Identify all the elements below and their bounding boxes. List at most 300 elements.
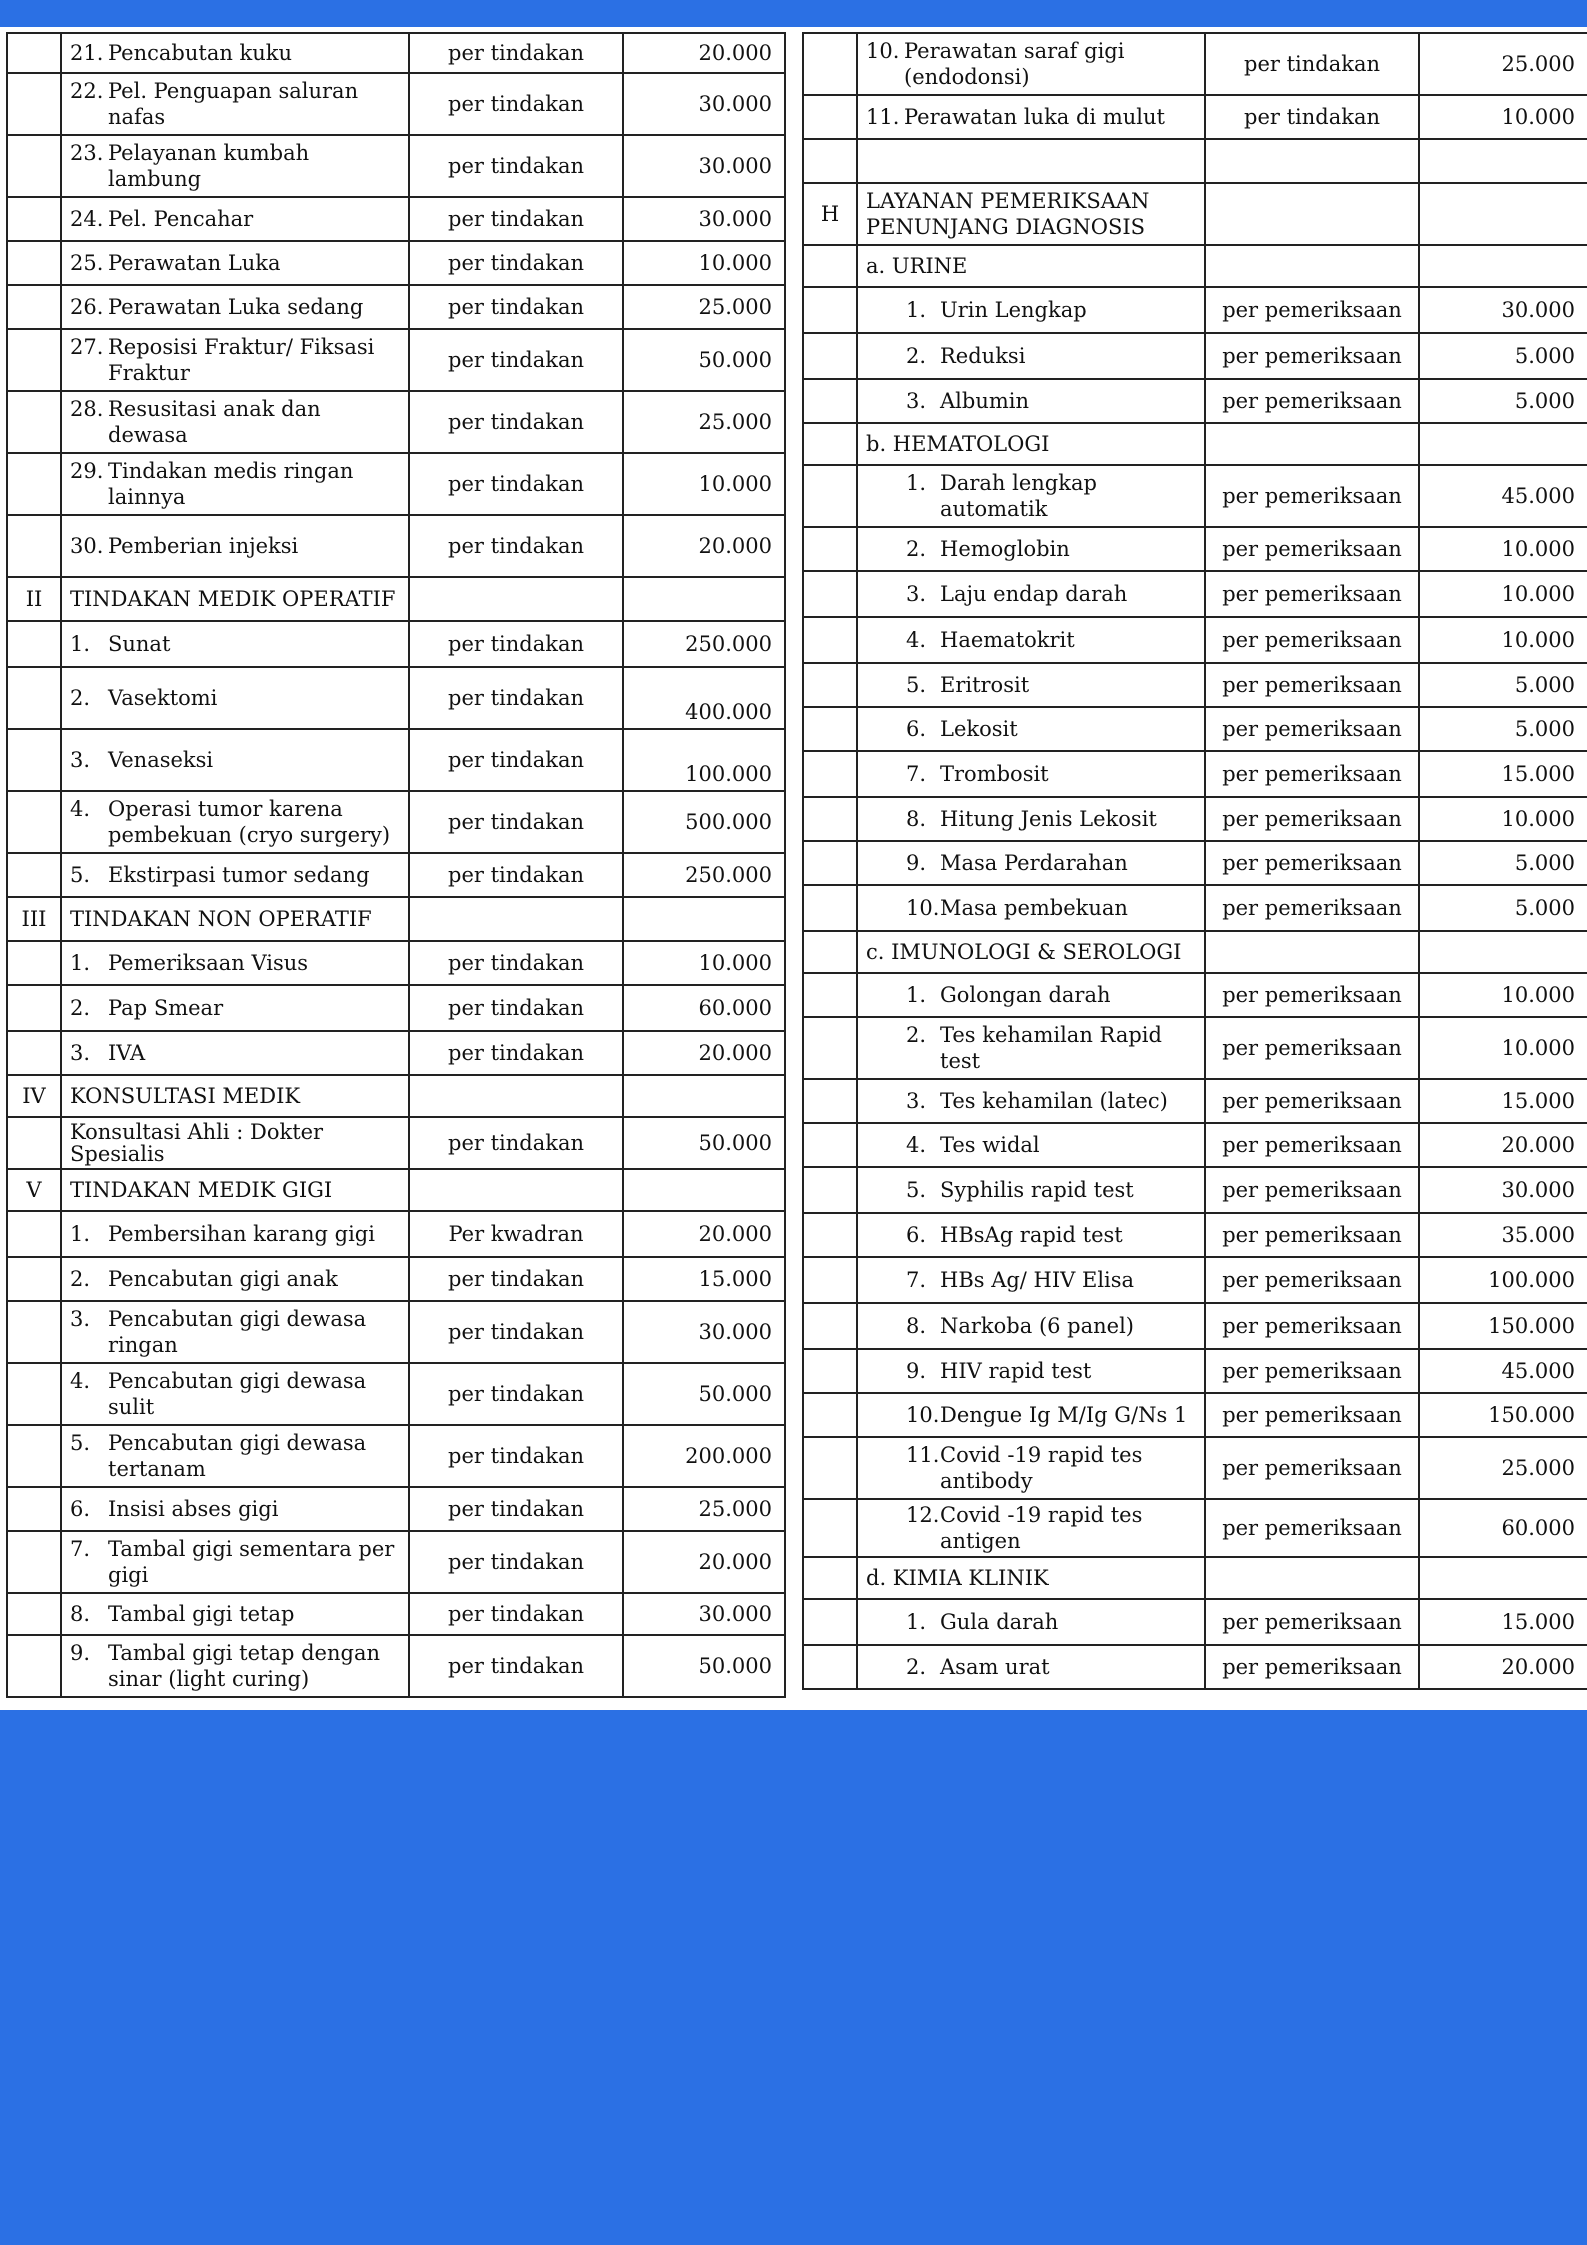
table-row xyxy=(803,1017,1587,1079)
unit-cell: per pemeriksaan xyxy=(1205,1349,1419,1393)
price-cell: 30.000 xyxy=(623,135,785,197)
description-cell xyxy=(61,1635,409,1697)
table-row xyxy=(803,33,1587,95)
description-cell xyxy=(61,515,409,577)
unit-cell xyxy=(1205,245,1419,287)
table-row xyxy=(7,1301,785,1363)
service-name: Pencabutan gigi anak xyxy=(108,1267,338,1291)
unit-cell: per tindakan xyxy=(409,1593,623,1635)
service-name: Covid -19 rapid tes antibody xyxy=(940,1443,1143,1493)
service-item xyxy=(70,1221,400,1247)
price-cell: 10.000 xyxy=(1419,95,1587,139)
service-item xyxy=(70,1368,400,1420)
table-row xyxy=(7,853,785,897)
price-cell xyxy=(1419,245,1587,287)
number-cell xyxy=(803,663,857,707)
item-number: 8. xyxy=(906,1314,927,1338)
price-cell: 150.000 xyxy=(1419,1303,1587,1349)
description-cell xyxy=(857,885,1205,931)
unit-cell: per pemeriksaan xyxy=(1205,571,1419,617)
number-cell xyxy=(7,1487,61,1531)
item-number: 6. xyxy=(906,717,927,741)
service-name: Urin Lengkap xyxy=(940,298,1087,322)
service-name: Pel. Pencahar xyxy=(108,207,254,231)
table-row xyxy=(803,379,1587,423)
service-item xyxy=(866,982,1196,1008)
table-row xyxy=(803,245,1587,287)
unit-cell: per tindakan xyxy=(409,453,623,515)
table-row xyxy=(7,1211,785,1257)
number-cell xyxy=(7,453,61,515)
service-name: Pembersihan karang gigi xyxy=(108,1222,375,1246)
service-name: Perawatan luka di mulut xyxy=(904,105,1165,129)
description-cell xyxy=(857,1599,1205,1645)
item-number: 27. xyxy=(70,335,104,359)
service-item xyxy=(866,1358,1196,1384)
service-name: Pencabutan gigi dewasa ringan xyxy=(108,1307,367,1357)
number-cell xyxy=(7,197,61,241)
number-cell xyxy=(803,1393,857,1437)
description-cell xyxy=(857,95,1205,139)
item-number: 24. xyxy=(70,207,104,231)
price-cell xyxy=(623,897,785,941)
service-name: Venaseksi xyxy=(108,748,214,772)
number-cell xyxy=(7,1635,61,1697)
service-item xyxy=(866,716,1196,742)
price-cell: 15.000 xyxy=(1419,751,1587,797)
number-cell xyxy=(7,985,61,1031)
item-number: 1. xyxy=(70,1222,91,1246)
service-item xyxy=(70,78,400,130)
service-name: Pemeriksaan Visus xyxy=(108,951,309,975)
number-cell xyxy=(803,1557,857,1599)
unit-cell: per tindakan xyxy=(409,1531,623,1593)
description-cell xyxy=(857,1017,1205,1079)
number-cell xyxy=(7,33,61,73)
table-row xyxy=(803,1499,1587,1557)
unit-cell xyxy=(1205,931,1419,973)
table-row xyxy=(803,841,1587,885)
number-cell xyxy=(803,973,857,1017)
service-name: Pap Smear xyxy=(108,996,224,1020)
service-name: Tambal gigi tetap dengan sinar (light curing) xyxy=(108,1641,380,1691)
unit-cell: per tindakan xyxy=(409,241,623,285)
service-item xyxy=(70,995,400,1021)
service-name: Hitung Jenis Lekosit xyxy=(940,807,1157,831)
number-cell xyxy=(803,33,857,95)
number-cell xyxy=(803,333,857,379)
number-cell xyxy=(7,1425,61,1487)
description-cell xyxy=(857,973,1205,1017)
item-number: 21. xyxy=(70,41,104,65)
service-item xyxy=(70,685,400,711)
description-cell xyxy=(61,941,409,985)
service-item xyxy=(70,334,400,386)
price-cell: 5.000 xyxy=(1419,379,1587,423)
unit-cell: per tindakan xyxy=(409,197,623,241)
description-cell xyxy=(61,985,409,1031)
section-title: LAYANAN PEMERIKSAAN PENUNJANG DIAGNOSIS xyxy=(857,183,1205,245)
description-cell xyxy=(61,1301,409,1363)
number-cell xyxy=(803,751,857,797)
service-name: HBs Ag/ HIV Elisa xyxy=(940,1268,1135,1292)
table-row xyxy=(7,135,785,197)
number-cell xyxy=(803,1499,857,1557)
service-name: IVA xyxy=(108,1041,146,1065)
table-row xyxy=(7,1363,785,1425)
table-row xyxy=(803,1123,1587,1167)
unit-cell: per tindakan xyxy=(409,621,623,667)
price-cell: 10.000 xyxy=(1419,527,1587,571)
description-cell xyxy=(857,527,1205,571)
service-name: Hemoglobin xyxy=(940,537,1070,561)
item-number: 10. xyxy=(866,39,900,63)
unit-cell: per pemeriksaan xyxy=(1205,1645,1419,1689)
number-cell xyxy=(7,1031,61,1075)
price-cell: 500.000 xyxy=(623,791,785,853)
unit-cell: per pemeriksaan xyxy=(1205,1303,1419,1349)
number-cell xyxy=(803,931,857,973)
description-cell xyxy=(857,707,1205,751)
unit-cell: per tindakan xyxy=(409,1425,623,1487)
item-number: 3. xyxy=(70,748,91,772)
tariff-table-left-body xyxy=(7,33,785,1697)
price-cell: 60.000 xyxy=(1419,1499,1587,1557)
service-name: HBsAg rapid test xyxy=(940,1223,1123,1247)
item-number: 2. xyxy=(70,686,91,710)
service-item xyxy=(70,294,400,320)
number-cell xyxy=(7,729,61,791)
number-cell xyxy=(803,527,857,571)
service-name: Pel. Penguapan saluran nafas xyxy=(108,79,359,129)
service-name: Syphilis rapid test xyxy=(940,1178,1134,1202)
service-name: Lekosit xyxy=(940,717,1018,741)
tariff-table-left xyxy=(6,32,786,1698)
unit-cell: per tindakan xyxy=(409,1487,623,1531)
price-cell: 200.000 xyxy=(623,1425,785,1487)
tariff-table-right-body xyxy=(803,33,1587,1689)
item-number: 5. xyxy=(906,1178,927,1202)
service-item xyxy=(70,1430,400,1482)
number-cell xyxy=(803,1437,857,1499)
item-number: 5. xyxy=(70,1431,91,1455)
item-number: 10. xyxy=(906,896,940,920)
number-cell xyxy=(803,841,857,885)
price-cell xyxy=(623,577,785,621)
unit-cell xyxy=(409,897,623,941)
service-name: Reduksi xyxy=(940,344,1026,368)
description-cell xyxy=(857,33,1205,95)
price-cell xyxy=(1419,1557,1587,1599)
unit-cell: per pemeriksaan xyxy=(1205,797,1419,841)
price-cell: 25.000 xyxy=(1419,1437,1587,1499)
service-name: Golongan darah xyxy=(940,983,1111,1007)
unit-cell xyxy=(1205,423,1419,465)
section-roman: V xyxy=(7,1169,61,1211)
service-item xyxy=(70,206,400,232)
number-cell xyxy=(7,853,61,897)
item-number: 1. xyxy=(906,1610,927,1634)
price-cell: 50.000 xyxy=(623,1635,785,1697)
unit-cell: per tindakan xyxy=(409,791,623,853)
number-cell xyxy=(7,621,61,667)
item-number: 4. xyxy=(906,628,927,652)
table-row xyxy=(803,931,1587,973)
description-cell xyxy=(857,333,1205,379)
number-cell xyxy=(7,73,61,135)
unit-cell: per tindakan xyxy=(409,985,623,1031)
number-cell xyxy=(7,791,61,853)
number-cell xyxy=(803,1213,857,1257)
table-row xyxy=(7,241,785,285)
price-cell: 15.000 xyxy=(1419,1079,1587,1123)
price-cell xyxy=(623,1075,785,1117)
item-number: 3. xyxy=(906,389,927,413)
table-row xyxy=(803,1557,1587,1599)
item-number: 2. xyxy=(70,996,91,1020)
price-cell: 25.000 xyxy=(623,1487,785,1531)
unit-cell: per tindakan xyxy=(409,285,623,329)
table-row xyxy=(803,287,1587,333)
service-item xyxy=(70,950,400,976)
description-cell xyxy=(61,197,409,241)
table-row xyxy=(7,897,785,941)
price-cell: 45.000 xyxy=(1419,465,1587,527)
section-title: KONSULTASI MEDIK xyxy=(61,1075,409,1117)
service-item xyxy=(70,533,400,559)
item-number: 9. xyxy=(70,1641,91,1665)
item-number: 9. xyxy=(906,1359,927,1383)
service-item xyxy=(70,1496,400,1522)
service-item xyxy=(866,1313,1196,1339)
service-item xyxy=(866,850,1196,876)
table-row xyxy=(803,1303,1587,1349)
service-item xyxy=(70,458,400,510)
number-cell xyxy=(7,667,61,729)
description-cell xyxy=(61,1211,409,1257)
item-number: 4. xyxy=(70,1369,91,1393)
number-cell xyxy=(803,379,857,423)
price-cell: 20.000 xyxy=(623,1211,785,1257)
price-cell xyxy=(1419,139,1587,183)
table-row xyxy=(7,1075,785,1117)
price-cell: 25.000 xyxy=(1419,33,1587,95)
service-name: Tes widal xyxy=(940,1133,1040,1157)
table-row xyxy=(7,1531,785,1593)
service-item xyxy=(866,1402,1196,1428)
table-row xyxy=(803,797,1587,841)
unit-cell: per pemeriksaan xyxy=(1205,1257,1419,1303)
number-cell xyxy=(803,1017,857,1079)
number-cell xyxy=(7,329,61,391)
table-row xyxy=(803,1437,1587,1499)
column-gap xyxy=(786,27,800,1710)
table-row xyxy=(803,751,1587,797)
item-number: 1. xyxy=(70,951,91,975)
group-title: a. URINE xyxy=(857,245,1205,287)
unit-cell: per pemeriksaan xyxy=(1205,841,1419,885)
description-cell xyxy=(857,1349,1205,1393)
table-row xyxy=(7,1425,785,1487)
item-number: 8. xyxy=(70,1602,91,1626)
price-cell: 30.000 xyxy=(1419,1167,1587,1213)
description-cell xyxy=(61,453,409,515)
description-cell xyxy=(61,391,409,453)
price-cell: 25.000 xyxy=(623,285,785,329)
service-name: Perawatan Luka xyxy=(108,251,281,275)
number-cell xyxy=(7,1257,61,1301)
number-cell xyxy=(7,1363,61,1425)
description-cell xyxy=(857,379,1205,423)
service-item xyxy=(866,895,1196,921)
unit-cell: per tindakan xyxy=(409,1635,623,1697)
price-cell: 50.000 xyxy=(623,1117,785,1169)
unit-cell: per pemeriksaan xyxy=(1205,617,1419,663)
price-cell: 5.000 xyxy=(1419,663,1587,707)
table-row xyxy=(803,1349,1587,1393)
description-cell xyxy=(857,1213,1205,1257)
price-cell: 20.000 xyxy=(623,1031,785,1075)
item-number: 9. xyxy=(906,851,927,875)
service-name: Tindakan medis ringan lainnya xyxy=(108,459,354,509)
section-title: TINDAKAN MEDIK GIGI xyxy=(61,1169,409,1211)
price-cell: 20.000 xyxy=(623,515,785,577)
table-row xyxy=(7,515,785,577)
table-row xyxy=(7,1257,785,1301)
unit-cell: per tindakan xyxy=(409,729,623,791)
number-cell xyxy=(803,571,857,617)
unit-cell: per tindakan xyxy=(409,1257,623,1301)
service-item xyxy=(70,747,400,773)
description-cell xyxy=(61,1487,409,1531)
unit-cell: per pemeriksaan xyxy=(1205,751,1419,797)
service-name: Darah lengkap automatik xyxy=(940,471,1097,521)
table-row xyxy=(7,197,785,241)
service-name: Reposisi Fraktur/ Fiksasi Fraktur xyxy=(108,335,375,385)
description-cell xyxy=(61,621,409,667)
item-number: 12. xyxy=(906,1503,940,1527)
table-row xyxy=(7,729,785,791)
table-row xyxy=(803,139,1587,183)
item-number: 3. xyxy=(70,1307,91,1331)
service-item xyxy=(70,1266,400,1292)
unit-cell: per pemeriksaan xyxy=(1205,1123,1419,1167)
item-number: 2. xyxy=(70,1267,91,1291)
price-cell: 30.000 xyxy=(623,1301,785,1363)
item-number: 1. xyxy=(906,298,927,322)
description-cell xyxy=(61,285,409,329)
description-cell xyxy=(61,1031,409,1075)
number-cell xyxy=(803,1079,857,1123)
item-number: 7. xyxy=(906,762,927,786)
number-cell xyxy=(803,245,857,287)
price-cell xyxy=(1419,183,1587,245)
price-cell: 50.000 xyxy=(623,329,785,391)
group-title: c. IMUNOLOGI & SEROLOGI xyxy=(857,931,1205,973)
item-number: 29. xyxy=(70,459,104,483)
unit-cell: per tindakan xyxy=(1205,95,1419,139)
table-row xyxy=(7,1487,785,1531)
service-name: Trombosit xyxy=(940,762,1049,786)
item-number: 7. xyxy=(906,1268,927,1292)
service-item xyxy=(70,796,400,848)
item-number: 23. xyxy=(70,141,104,165)
price-cell: 25.000 xyxy=(623,391,785,453)
unit-cell: per pemeriksaan xyxy=(1205,1599,1419,1645)
number-cell xyxy=(803,797,857,841)
unit-cell xyxy=(1205,183,1419,245)
price-cell: 100.000 xyxy=(1419,1257,1587,1303)
service-item xyxy=(866,470,1196,522)
number-cell xyxy=(7,135,61,197)
price-cell xyxy=(623,1169,785,1211)
service-item xyxy=(866,581,1196,607)
unit-cell: per pemeriksaan xyxy=(1205,1437,1419,1499)
service-name: Ekstirpasi tumor sedang xyxy=(108,863,370,887)
unit-cell: per pemeriksaan xyxy=(1205,707,1419,751)
unit-cell xyxy=(409,1169,623,1211)
unit-cell: per pemeriksaan xyxy=(1205,1499,1419,1557)
unit-cell: per tindakan xyxy=(409,1301,623,1363)
price-cell: 45.000 xyxy=(1419,1349,1587,1393)
price-cell: 30.000 xyxy=(1419,287,1587,333)
service-name: Asam urat xyxy=(940,1655,1050,1679)
price-cell: 5.000 xyxy=(1419,707,1587,751)
number-cell xyxy=(803,1257,857,1303)
number-cell xyxy=(7,241,61,285)
price-cell: 30.000 xyxy=(623,73,785,135)
item-number: 28. xyxy=(70,397,104,421)
number-cell xyxy=(803,465,857,527)
table-row xyxy=(803,95,1587,139)
item-number: 7. xyxy=(70,1537,91,1561)
unit-cell: per pemeriksaan xyxy=(1205,973,1419,1017)
service-item xyxy=(866,104,1196,130)
service-item xyxy=(866,1609,1196,1635)
description-cell xyxy=(61,135,409,197)
price-cell: 10.000 xyxy=(623,241,785,285)
service-name: Operasi tumor karena pembekuan (cryo surgery) xyxy=(108,797,391,847)
service-item xyxy=(70,1040,400,1066)
number-cell xyxy=(803,1303,857,1349)
service-name: Haematokrit xyxy=(940,628,1075,652)
item-number: 1. xyxy=(70,632,91,656)
description-cell xyxy=(61,1531,409,1593)
unit-cell: per tindakan xyxy=(409,391,623,453)
unit-cell xyxy=(409,577,623,621)
description-cell xyxy=(61,73,409,135)
service-item xyxy=(70,40,400,66)
service-item xyxy=(866,1088,1196,1114)
number-cell xyxy=(7,285,61,329)
item-number: 10. xyxy=(906,1403,940,1427)
price-cell: 60.000 xyxy=(623,985,785,1031)
document-page xyxy=(0,27,1587,1710)
unit-cell: per tindakan xyxy=(409,667,623,729)
service-item xyxy=(866,1132,1196,1158)
service-item xyxy=(70,250,400,276)
section-title: TINDAKAN NON OPERATIF xyxy=(61,897,409,941)
unit-cell: per pemeriksaan xyxy=(1205,1393,1419,1437)
unit-cell: per tindakan xyxy=(409,853,623,897)
item-number: 3. xyxy=(70,1041,91,1065)
service-item xyxy=(866,1442,1196,1494)
table-row xyxy=(7,33,785,73)
service-name: Vasektomi xyxy=(108,686,218,710)
service-name: Masa pembekuan xyxy=(940,896,1128,920)
description-cell xyxy=(857,1167,1205,1213)
price-cell: 10.000 xyxy=(1419,973,1587,1017)
